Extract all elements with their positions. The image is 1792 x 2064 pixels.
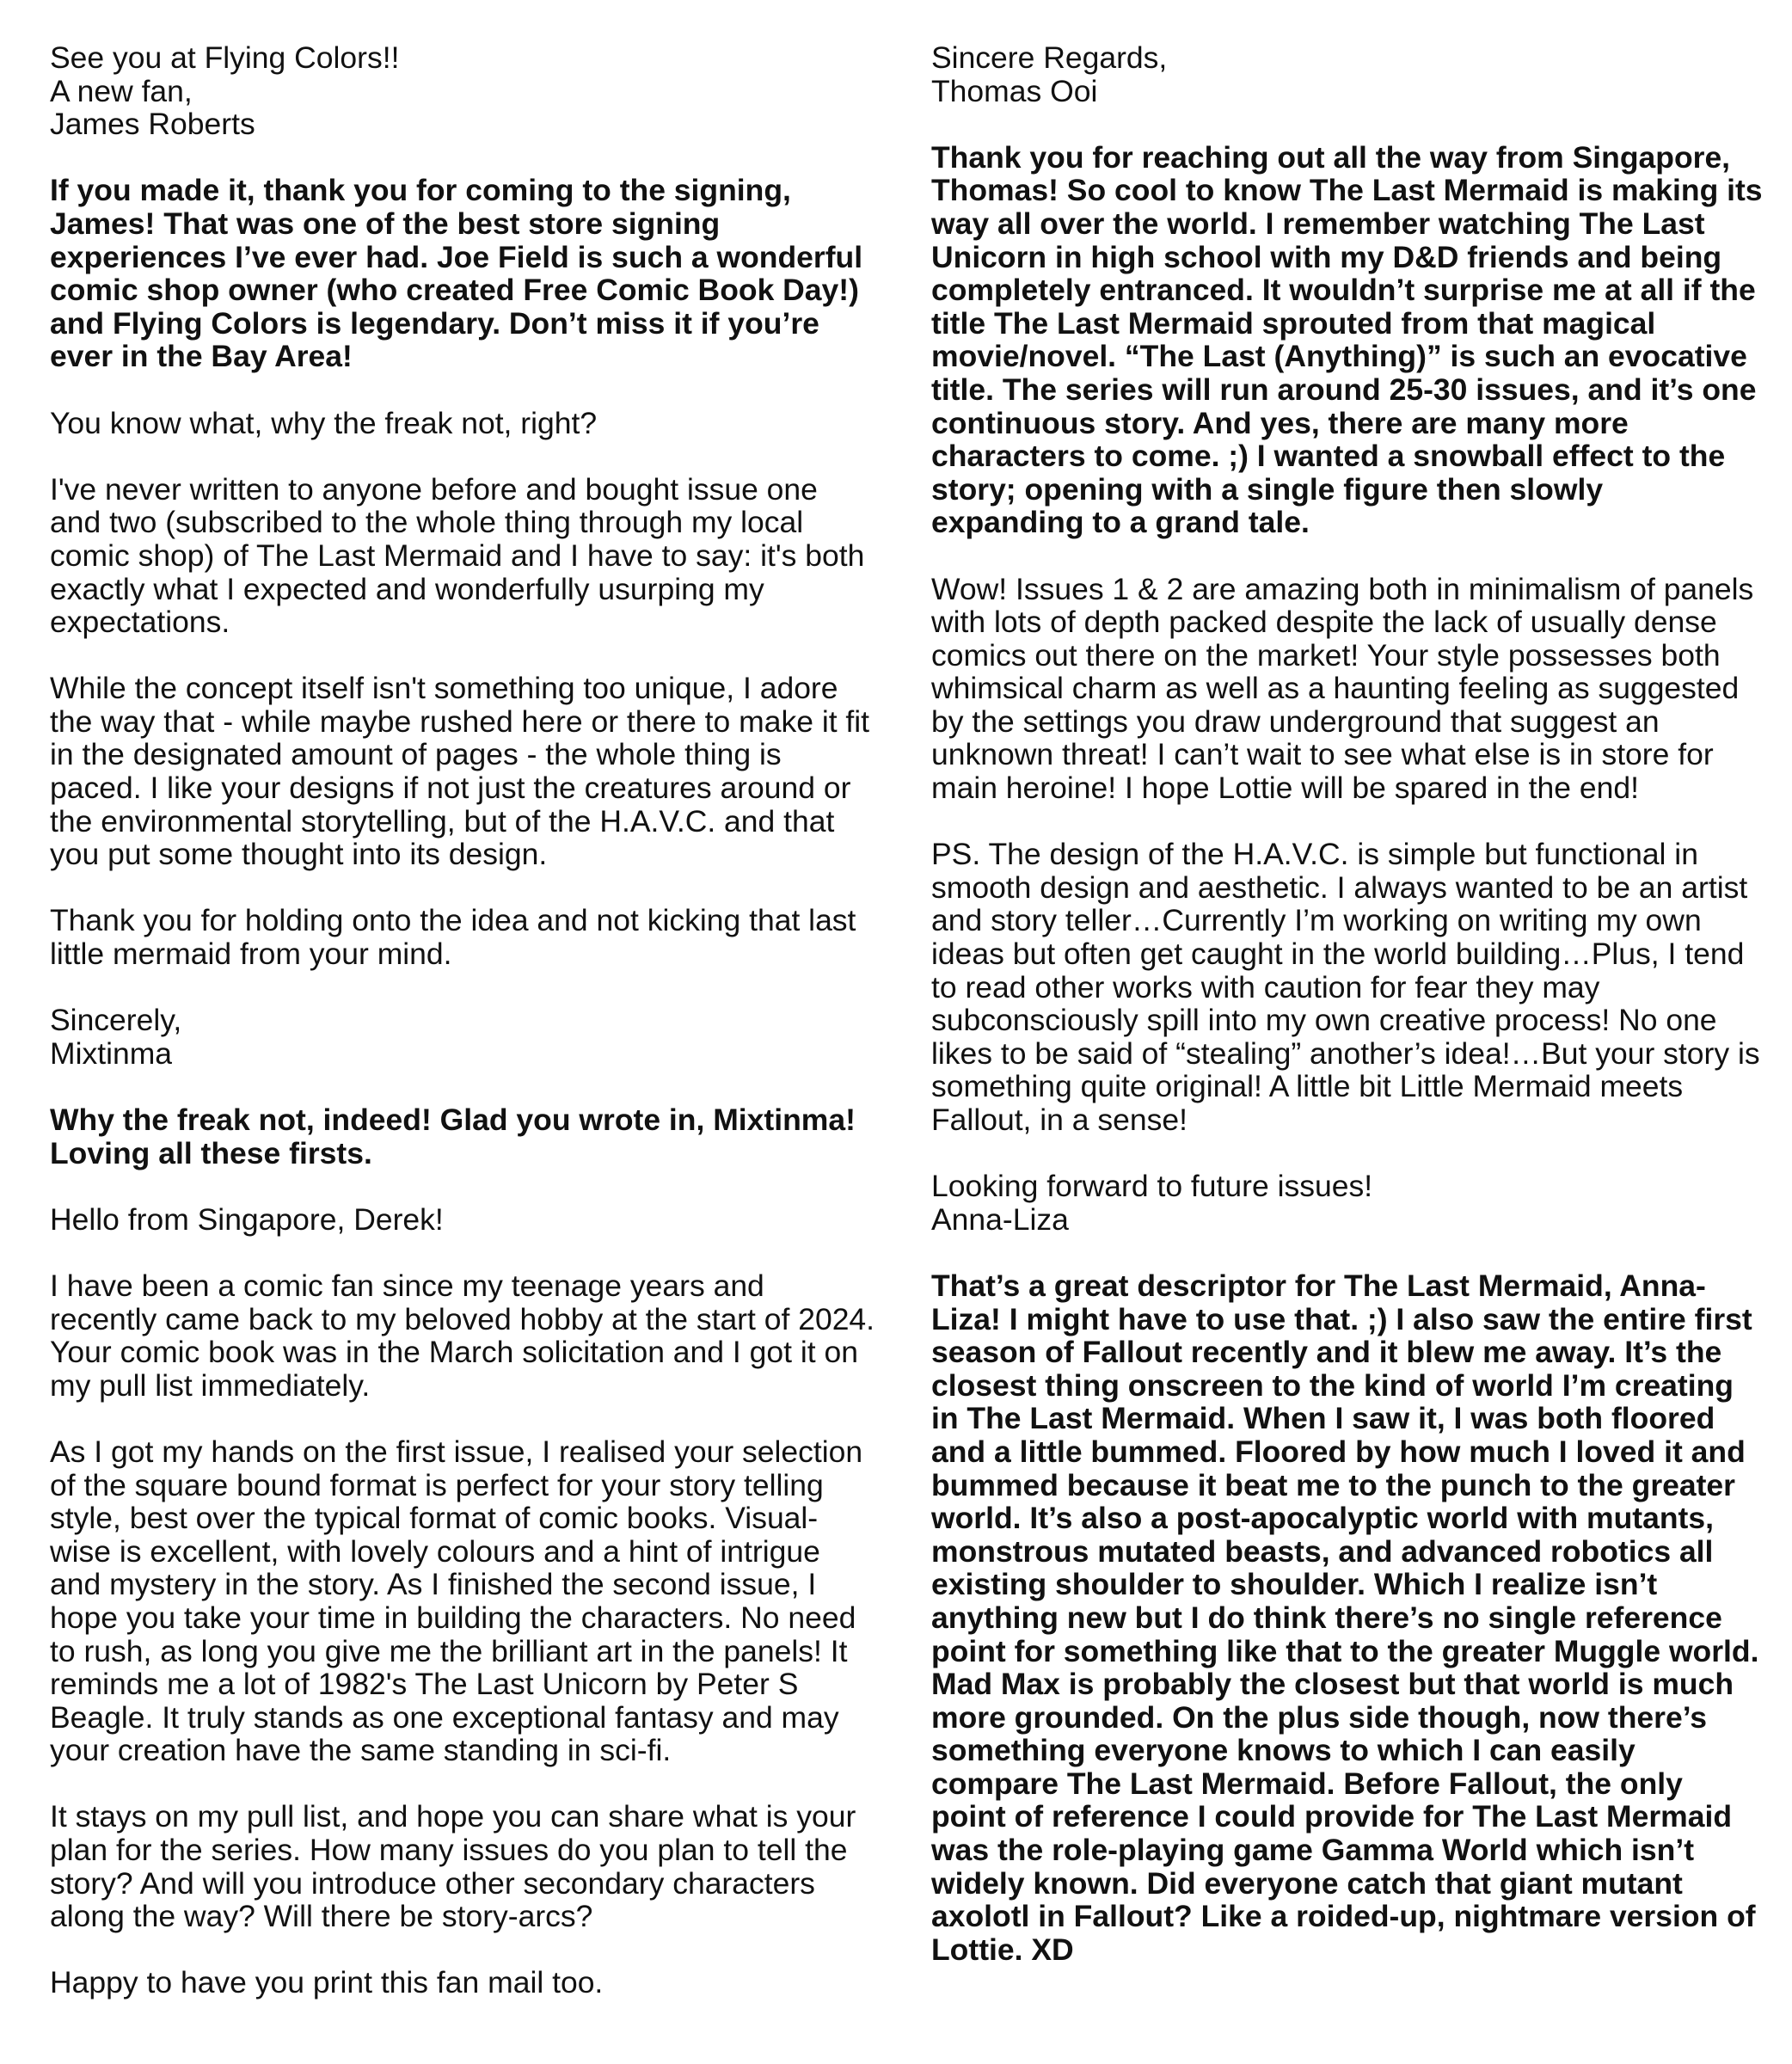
right-column bbox=[931, 41, 1764, 1966]
letter-paragraph: Thank you for holding onto the idea and not kicking that last little mermaid from your mind. bbox=[50, 903, 856, 972]
letter-opening-mixtinma: You know what, why the freak not, right? bbox=[50, 405, 598, 440]
letter-signoff-mixtinma: Sincerely, Mixtinma bbox=[50, 1003, 182, 1071]
reply-to-anna-liza: That’s a great descriptor for The Last Mermaid, Anna-Liza! I might have to use that. ;) I also saw the entire first season of Fallout recently and it blew me away. It’s the closest thing onscreen to the kind of world I’m creating in The Last Mermaid. When I saw it, I was both floored and a little bummed. Floored by how much I loved it and bummed because it beat me to the punch to the greater world. It’s also a post-apocalyptic world with mutants, monstrous mutated beasts, and advanced robotics all existing shoulder to shoulder. Which I realize isn’t anything new but I do think there’s no single reference point for something like that to the greater Muggle world. Mad Max is probably the closest but that world is much more grounded. On the plus side though, now there’s something everyone knows to which I can easily compare The Last Mermaid. Before Fallout, the only point of reference I could provide for The Last Mermaid was the role-playing game Gamma World which isn’t widely known. Did everyone catch that giant mutant axolotl in Fallout? Like a roided-up, nightmare version of Lottie. XD bbox=[931, 1268, 1759, 1967]
letter-paragraph: I've never written to anyone before and bought issue one and two (subscribed to the whole thing through my local comic shop) of The Last Mermaid and I have to say: it's both exactly what I expected and wonderfully usurping my expectations. bbox=[50, 471, 865, 640]
letter-paragraph: While the concept itself isn't something too unique, I adore the way that - while maybe rushed here or there to make it fit in the designated amount of pages - the whole thing is paced. I like your designs if not just the creatures around or the environmental storytelling, but of the H.A.V.C. and that you put some thought into its design. bbox=[50, 671, 870, 872]
letter-paragraph: PS. The design of the H.A.V.C. is simple but functional in smooth design and aesthetic. I always wanted to be an artist and story teller…Currently I’m working on writing my own ideas but often get caught in the world building…Plus, I tend to read other works with caution for fear they may subconsciously spill into my own creative process! No one likes to be said of “stealing” another’s idea!…But your story is something quite original! A little bit Little Mermaid meets Fallout, in a sense! bbox=[931, 837, 1760, 1137]
letter-signoff-anna-liza: Looking forward to future issues! Anna-Liza bbox=[931, 1169, 1373, 1237]
reply-to-thomas: Thank you for reaching out all the way from Singapore, Thomas! So cool to know The Last Mermaid is making its way all over the world. I remember watching The Last Unicorn in high school with my D&D friends and being completely entranced. It wouldn’t surprise me at all if the title The Last Mermaid sprouted from that magical movie/novel. “The Last (Anything)” is such an evocative title. The series will run around 25-30 issues, and it’s one continuous story. And yes, there are many more characters to come. ;) I wanted a snowball effect to the story; opening with a single figure then slowly expanding to a grand tale. bbox=[931, 139, 1763, 540]
letter-paragraph-anna-liza: Wow! Issues 1 & 2 are amazing both in minimalism of panels with lots of depth packed despite the lack of usually dense comics out there on the market! Your style possesses both whimsical charm as well as a haunting feeling as suggested by the settings you draw underground that suggest an unknown threat! I can’t wait to see what else is in store for main heroine! I hope Lottie will be spared in the end! bbox=[931, 571, 1754, 806]
left-column bbox=[50, 41, 875, 2000]
reply-to-mixtinma: Why the freak not, indeed! Glad you wrote in, Mixtinma! Loving all these firsts. bbox=[50, 1103, 856, 1170]
letter-signoff-james-roberts: See you at Flying Colors!! A new fan, James Roberts bbox=[50, 40, 400, 142]
letter-paragraph: It stays on my pull list, and hope you can share what is your plan for the series. How many issues do you plan to tell the story? And will you introduce other secondary characters along the way? Will there be story-arcs? bbox=[50, 1799, 856, 1934]
letter-greeting-thomas: Hello from Singapore, Derek! bbox=[50, 1201, 444, 1237]
letter-paragraph: I have been a comic fan since my teenage years and recently came back to my beloved hobby at the start of 2024. Your comic book was in the March solicitation and I got it on my pull list immediately. bbox=[50, 1268, 875, 1403]
letter-paragraph: As I got my hands on the first issue, I realised your selection of the square bound format is perfect for your story telling style, best over the typical format of comic books. Visual-wise is excellent, with lovely colours and a hint of intrigue and mystery in the story. As I finished the second issue, I hope you take your time in building the characters. No need to rush, as long you give me the brilliant art in the panels! It reminds me a lot of 1982's The Last Unicorn by Peter S Beagle. It truly stands as one exceptional fantasy and may your creation have the same standing in sci-fi. bbox=[50, 1434, 863, 1768]
letter-signoff-thomas-ooi: Sincere Regards, Thomas Ooi bbox=[931, 40, 1168, 108]
letter-paragraph: Happy to have you print this fan mail too. bbox=[50, 1965, 604, 2000]
reply-to-james: If you made it, thank you for coming to the signing, James! That was one of the best store signing experiences I’ve ever had. Joe Field is such a wonderful comic shop owner (who created Free Comic Book Day!) and Flying Colors is legendary. Don’t miss it if you’re ever in the Bay Area! bbox=[50, 173, 863, 374]
